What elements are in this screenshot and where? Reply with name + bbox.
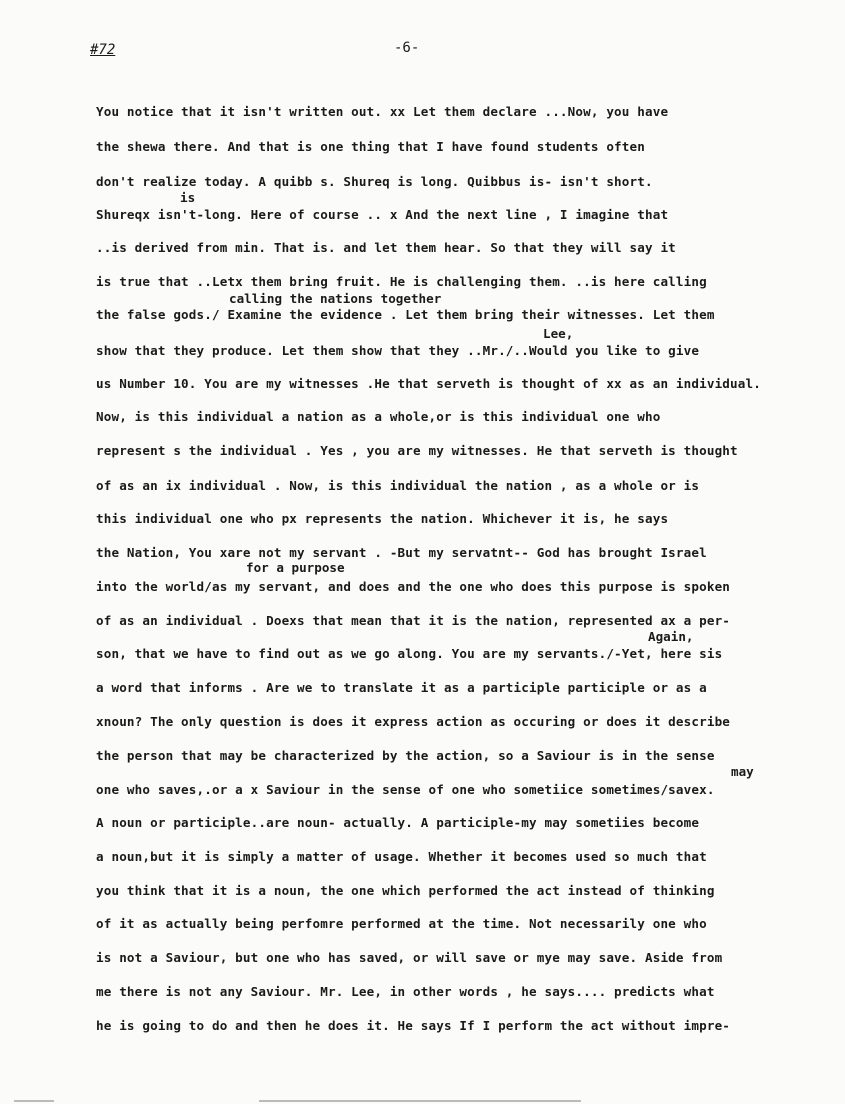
text-line: of as an individual . Doexs that mean that it is the nation, represented ax a per-: [96, 613, 731, 628]
interlinear-insertion: may: [731, 764, 754, 779]
text-line: represent s the individual . Yes , you are my witnesses. He that serveth is thought: [96, 443, 738, 458]
scan-artifact: [259, 1100, 581, 1102]
page-mark: -6-: [394, 40, 420, 56]
text-line: you think that it is a noun, the one which performed the act instead of thinking: [96, 883, 715, 898]
text-line: the person that may be characterized by the action, so a Saviour is in the sense: [96, 748, 715, 763]
interlinear-insertion: calling the nations together: [229, 291, 442, 306]
interlinear-insertion: is: [180, 190, 196, 205]
text-line: this individual one who px represents the nation. Whichever it is, he says: [96, 511, 669, 526]
text-line: a noun,but it is simply a matter of usage. Whether it becomes used so much that: [96, 849, 707, 864]
text-line: of as an ix individual . Now, is this individual the nation , as a whole or is: [96, 478, 700, 493]
text-line: A noun or participle..are noun- actually. A participle-my may sometiies become: [96, 815, 700, 830]
interlinear-insertion: for a purpose: [246, 560, 345, 575]
text-line: ..is derived from min. That is. and let them hear. So that they will say it: [96, 240, 676, 255]
text-line: Shureqx isn't-long. Here of course .. x And the next line , I imagine that: [96, 207, 669, 222]
interlinear-insertion: Lee,: [543, 326, 574, 341]
text-line: Now, is this individual a nation as a whole,or is this individual one who: [96, 409, 661, 424]
text-line: don't realize today. A quibb s. Shureq is long. Quibbus is- isn't short.: [96, 174, 653, 189]
text-line: us Number 10. You are my witnesses .He that serveth is thought of xx as an individual.: [96, 376, 761, 391]
text-line: the false gods./ Examine the evidence . Let them bring their witnesses. Let them: [96, 307, 715, 322]
text-line: one who saves,.or a x Saviour in the sense of one who sometiice sometimes/savex.: [96, 782, 715, 797]
page-number: #72: [90, 42, 116, 58]
text-line: You notice that it isn't written out. xx Let them declare ...Now, you have: [96, 104, 669, 119]
text-line: is not a Saviour, but one who has saved, or will save or mye may save. Aside from: [96, 950, 723, 965]
text-line: xnoun? The only question is does it express action as occuring or does it describe: [96, 714, 731, 729]
text-line: of it as actually being perfomre performed at the time. Not necessarily one who: [96, 916, 707, 931]
scan-artifact: [14, 1100, 54, 1102]
text-line: is true that ..Letx them bring fruit. He is challenging them. ..is here calling: [96, 274, 707, 289]
text-line: a word that informs . Are we to translate it as a participle participle or as a: [96, 680, 707, 695]
text-line: the shewa there. And that is one thing that I have found students often: [96, 139, 645, 154]
text-line: son, that we have to find out as we go along. You are my servants./-Yet, here sis: [96, 646, 723, 661]
text-line: he is going to do and then he does it. He says If I perform the act without impre-: [96, 1018, 731, 1033]
text-line: the Nation, You xare not my servant . -But my servatnt-- God has brought Israel: [96, 545, 707, 560]
text-line: me there is not any Saviour. Mr. Lee, in other words , he says.... predicts what: [96, 984, 715, 999]
interlinear-insertion: Again,: [648, 629, 694, 644]
text-line: into the world/as my servant, and does and the one who does this purpose is spoken: [96, 579, 731, 594]
text-line: show that they produce. Let them show that they ..Mr./..Would you like to give: [96, 343, 700, 358]
